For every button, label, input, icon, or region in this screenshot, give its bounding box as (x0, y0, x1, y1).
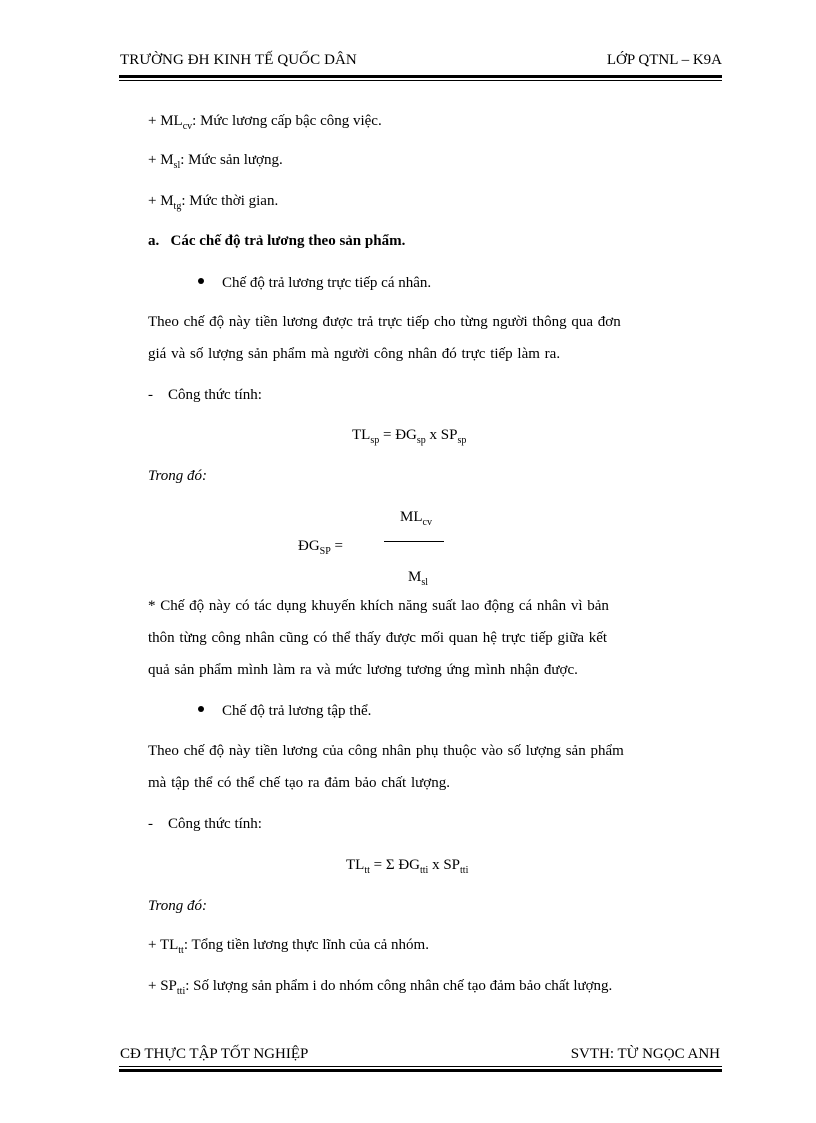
fraction-bar (384, 541, 444, 542)
footer-course-title: CĐ THỰC TẬP TỐT NGHIỆP (120, 1046, 309, 1062)
header-class-name: LỚP QTNL – K9A (606, 52, 722, 68)
definition-tl-tt: + $TL_{tt}$: Tổng tiền lương thực lĩnh của cả nhóm. (148, 937, 429, 956)
definition-m-tg: + $M_{tg}$: Mức thời gian. (148, 193, 279, 212)
unit-price-denominator: $M_{sl}$ (408, 569, 429, 588)
note-line3: quả sản phẩm mình làm ra và mức lương tương ứng mình nhận được. (148, 662, 578, 678)
unit-price-numerator: $ML_{cv}$ (400, 509, 432, 528)
formula-label-1: - Công thức tính: (148, 387, 262, 403)
bullet-item-individual: Chế độ trả lương trực tiếp cá nhân. (198, 275, 431, 292)
note-line2: thôn từng công nhân cũng có thể thấy được mối quan hệ trực tiếp giữa kết (148, 630, 608, 646)
formula-collective-wage: $TL_{tt} = \Sigma$ $ĐG_{tti}$ x $SP_{tti}$ (346, 857, 469, 876)
where-label-1: Trong đó: (148, 468, 208, 484)
footer-rule-thick (119, 1069, 722, 1072)
bullet-item-collective: Chế độ trả lương tập thể. (198, 703, 371, 720)
where-label-2: Trong đó: (148, 898, 208, 914)
bullet-icon (198, 278, 204, 284)
definition-m-sl: + $M_{sl}$: Mức sản lượng. (148, 152, 283, 171)
formula-label-2: - Công thức tính: (148, 816, 262, 832)
paragraph-collective-line2: mà tập thể có thể chế tạo ra đảm bảo chất lượng. (148, 775, 450, 791)
paragraph-collective-line1: Theo chế độ này tiền lương của công nhân phụ thuộc vào số lượng sản phẩm (148, 743, 624, 759)
bullet-icon (198, 706, 204, 712)
footer-student-name: SVTH: TỪ NGỌC ANH (570, 1046, 720, 1062)
definition-sp-tti: + $SP_{tti}$: Số lượng sản phẩm i do nhóm công nhân chế tạo đảm bảo chất lượng. (148, 978, 613, 997)
unit-price-lhs: $ĐG_{SP}$ = (298, 538, 344, 557)
paragraph-individual-line1: Theo chế độ này tiền lương được trả trực tiếp cho từng người thông qua đơn (148, 314, 621, 330)
footer-rule-thin (119, 1066, 722, 1067)
header-rule-thick (119, 75, 722, 78)
paragraph-individual-line2: giá và số lượng sản phẩm mà người công nhân đó trực tiếp làm ra. (148, 346, 561, 362)
note-line1: * Chế độ này có tác dụng khuyến khích năng suất lao động cá nhân vì bản (148, 598, 609, 614)
header-rule-thin (119, 80, 722, 81)
header-school-name: TRƯỜNG ĐH KINH TẾ QUỐC DÂN (120, 52, 357, 68)
definition-ml-cv: + $ML_{cv}$: Mức lương cấp bậc công việc. (148, 113, 382, 132)
formula-individual-wage: $TL_{sp}$ = $ĐG_{sp}$ x $SP_{sp}$ (352, 427, 467, 446)
section-heading-a: a. Các chế độ trả lương theo sản phẩm. (148, 233, 406, 249)
